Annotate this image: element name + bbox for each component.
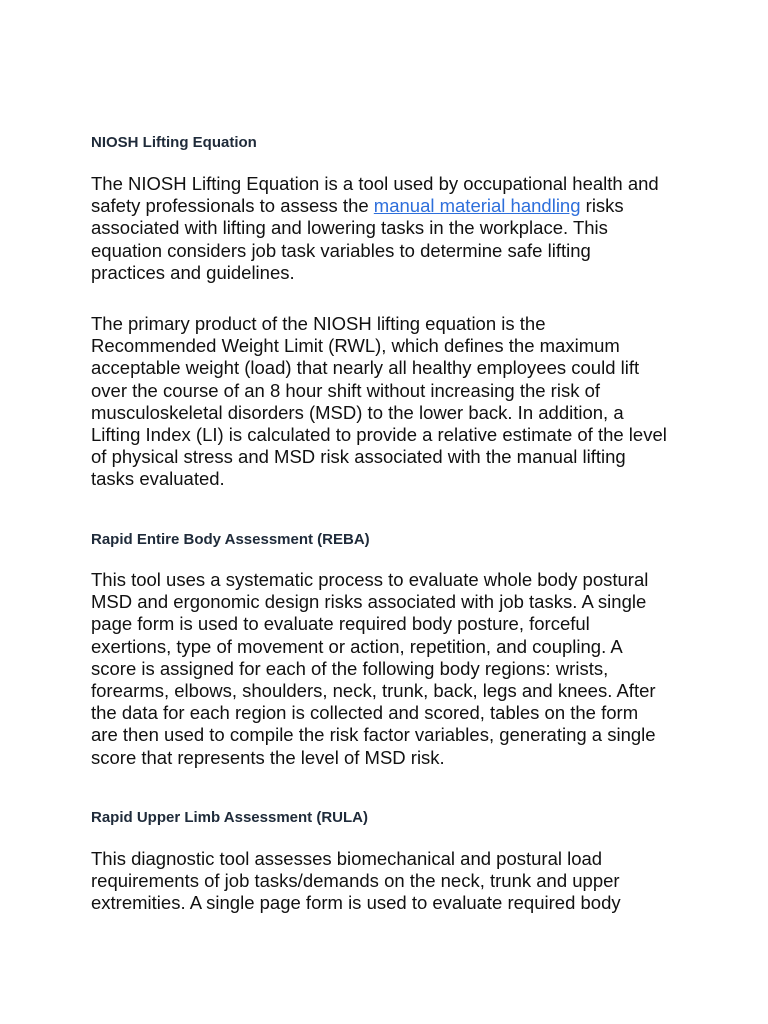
line-text-before-link: safety professionals to assess the — [91, 195, 374, 217]
paragraph-line: practices and guidelines. — [91, 261, 295, 283]
paragraph-line: the data for each region is collected and scored, tables on the form — [91, 702, 639, 724]
paragraph-line: page form is used to evaluate required body posture, forceful — [91, 613, 590, 635]
paragraph-line: MSD and ergonomic design risks associated with job tasks. A single — [91, 591, 647, 613]
manual-material-handling-link[interactable]: manual material handling — [373, 195, 581, 217]
paragraph-line-with-link — [91, 195, 691, 217]
paragraph-line: The primary product of the NIOSH lifting equation is the — [91, 313, 546, 334]
paragraph-rula — [91, 848, 691, 915]
paragraph-line: score that represents the level of MSD risk. — [91, 746, 445, 768]
paragraph-line: equation considers job task variables to determine safe lifting — [91, 239, 591, 261]
paragraph-line: This diagnostic tool assesses biomechanical and postural load — [91, 848, 603, 869]
paragraph-line: Recommended Weight Limit (RWL), which defines the maximum — [91, 335, 620, 357]
paragraph-line: The NIOSH Lifting Equation is a tool used by occupational health and — [91, 173, 659, 194]
paragraph-niosh-rwl — [91, 313, 691, 491]
heading-reba: Rapid Entire Body Assessment (REBA) — [91, 531, 370, 548]
heading-niosh-lifting-equation: NIOSH Lifting Equation — [91, 134, 257, 151]
paragraph-reba — [91, 569, 691, 769]
paragraph-line: score is assigned for each of the following body regions: wrists, — [91, 657, 609, 679]
paragraph-line: of physical stress and MSD risk associated with the manual lifting — [91, 446, 626, 468]
paragraph-niosh-intro — [91, 173, 691, 284]
paragraph-line: tasks evaluated. — [91, 468, 225, 490]
paragraph-line: acceptable weight (load) that nearly all healthy employees could lift — [91, 357, 640, 379]
paragraph-line: over the course of an 8 hour shift without increasing the risk of — [91, 379, 601, 401]
paragraph-line: musculoskeletal disorders (MSD) to the lower back. In addition, a — [91, 401, 624, 423]
paragraph-line: requirements of job tasks/demands on the neck, trunk and upper — [91, 870, 620, 892]
paragraph-line: This tool uses a systematic process to evaluate whole body postural — [91, 569, 649, 590]
line-text-after-link: risks — [580, 195, 624, 217]
paragraph-line: associated with lifting and lowering tasks in the workplace. This — [91, 217, 608, 239]
paragraph-line: Lifting Index (LI) is calculated to provide a relative estimate of the level — [91, 424, 667, 446]
paragraph-line: exertions, type of movement or action, repetition, and coupling. A — [91, 635, 623, 657]
paragraph-line: extremities. A single page form is used to evaluate required body — [91, 892, 621, 914]
heading-rula: Rapid Upper Limb Assessment (RULA) — [91, 809, 368, 826]
paragraph-line: are then used to compile the risk factor variables, generating a single — [91, 724, 656, 746]
paragraph-line: forearms, elbows, shoulders, neck, trunk, back, legs and knees. After — [91, 680, 656, 702]
